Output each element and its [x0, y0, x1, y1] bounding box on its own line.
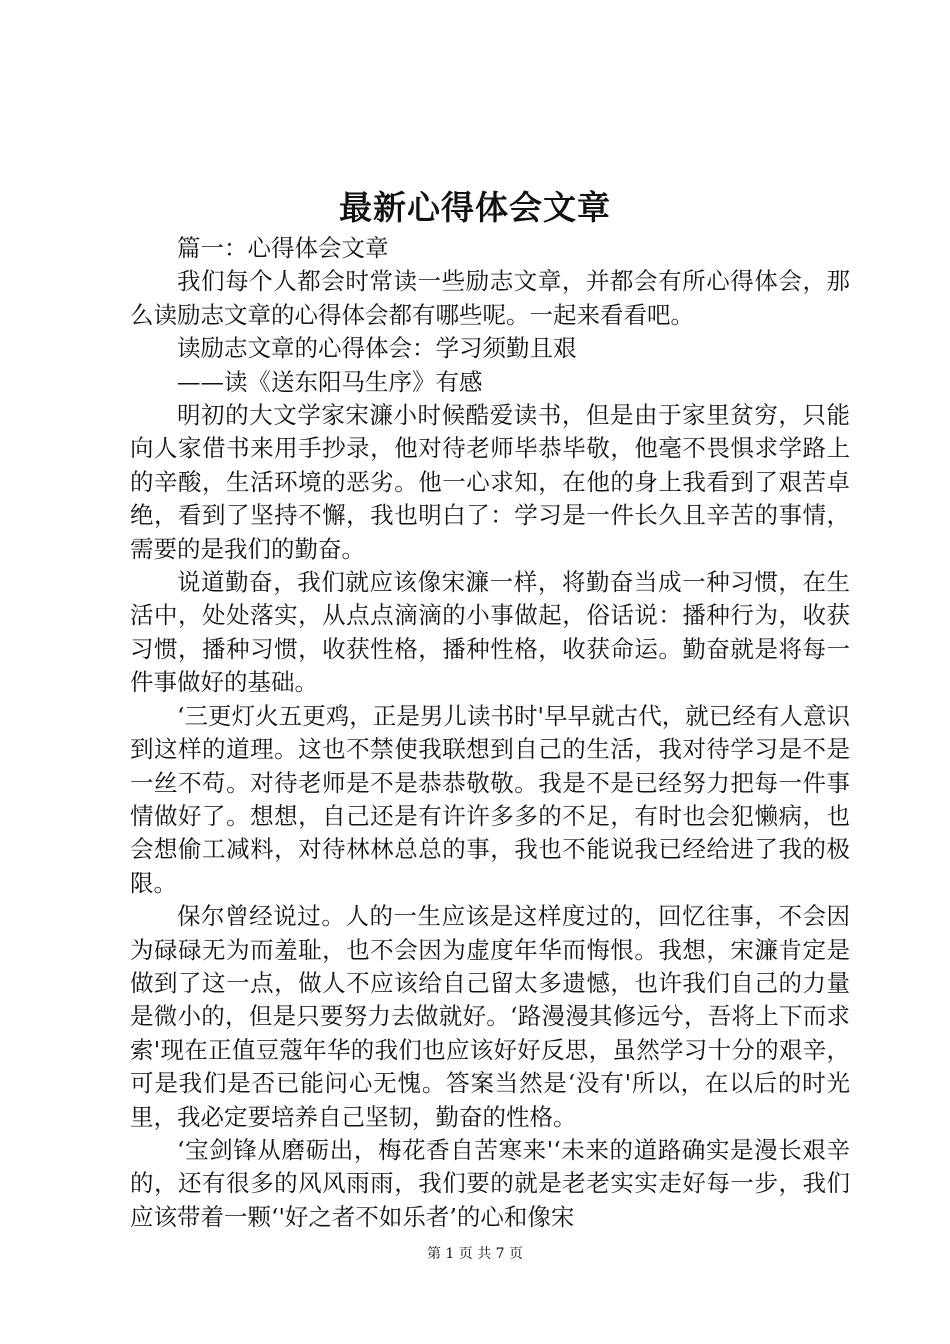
article-heading: 读励志文章的心得体会：学习须勤且艰	[177, 334, 577, 363]
body-paragraph: 说道勤奋，我们就应该像宋濂一样，将勤奋当成一种习惯，在生活中，处处落实，从点点滴滴的小事做起，俗话说：播种行为，收获习惯，播种习惯，收获性格，播种性格，收获命运。勤奋就是将每一件事做好的基础。	[130, 568, 850, 697]
document-title: 最新心得体会文章	[339, 188, 611, 227]
section-heading: 篇一：心得体会文章	[177, 234, 389, 262]
body-paragraph: 保尔曾经说过。人的一生应该是这样度过的，回忆往事，不会因为碌碌无为而羞耻，也不会因为虚度年华而悔恨。我想，宋濂肯定是做到了这一点，做人不应该给自己留太多遗憾，也许我们自己的力量是微小的，但是只要努力去做就好。‘路漫漫其修远兮，吾将上下而求索'现在正值豆蔻年华的我们也应该好好反思，虽然学习十分的艰辛，可是我们是否已能问心无愧。答案当然是‘没有'所以，在以后的时光里，我必定要培养自己坚韧，勤奋的性格。	[130, 902, 850, 1131]
article-subheading: ——读《送东阳马生序》有感	[177, 367, 483, 396]
page-footer: 第 1 页 共 7 页	[426, 1246, 524, 1262]
body-paragraph: ‘三更灯火五更鸡，正是男儿读书时'早早就古代，就已经有人意识到这样的道理。这也不禁使我联想到自己的生活，我对待学习是不是一丝不苟。对待老师是不是恭恭敬敬。我是不是已经努力把每一件事情做好了。想想，自己还是有许许多多的不足，有时也会犯懒病，也会想偷工减料，对待林林总总的事，我也不能说我已经给进了我的极限。	[130, 701, 850, 897]
document-body	[130, 232, 850, 1234]
body-paragraph: ‘宝剑锋从磨砺出，梅花香自苦寒来'‘未来的道路确实是漫长艰辛的，还有很多的风风雨雨，我们要的就是老老实实走好每一步，我们应该带着一颗‘'好之者不如乐者’的心和像宋	[130, 1135, 850, 1231]
intro-paragraph: 我们每个人都会时常读一些励志文章，并都会有所心得体会，那么读励志文章的心得体会都有哪些呢。一起来看看吧。	[130, 267, 850, 329]
body-paragraph: 明初的大文学家宋濂小时候酷爱读书，但是由于家里贫穷，只能向人家借书来用手抄录，他对待老师毕恭毕敬，他毫不畏惧求学路上的辛酸，生活环境的恶劣。他一心求知，在他的身上我看到了艰苦卓绝，看到了坚持不懈，我也明白了：学习是一件长久且辛苦的事情，需要的是我们的勤奋。	[130, 401, 850, 563]
